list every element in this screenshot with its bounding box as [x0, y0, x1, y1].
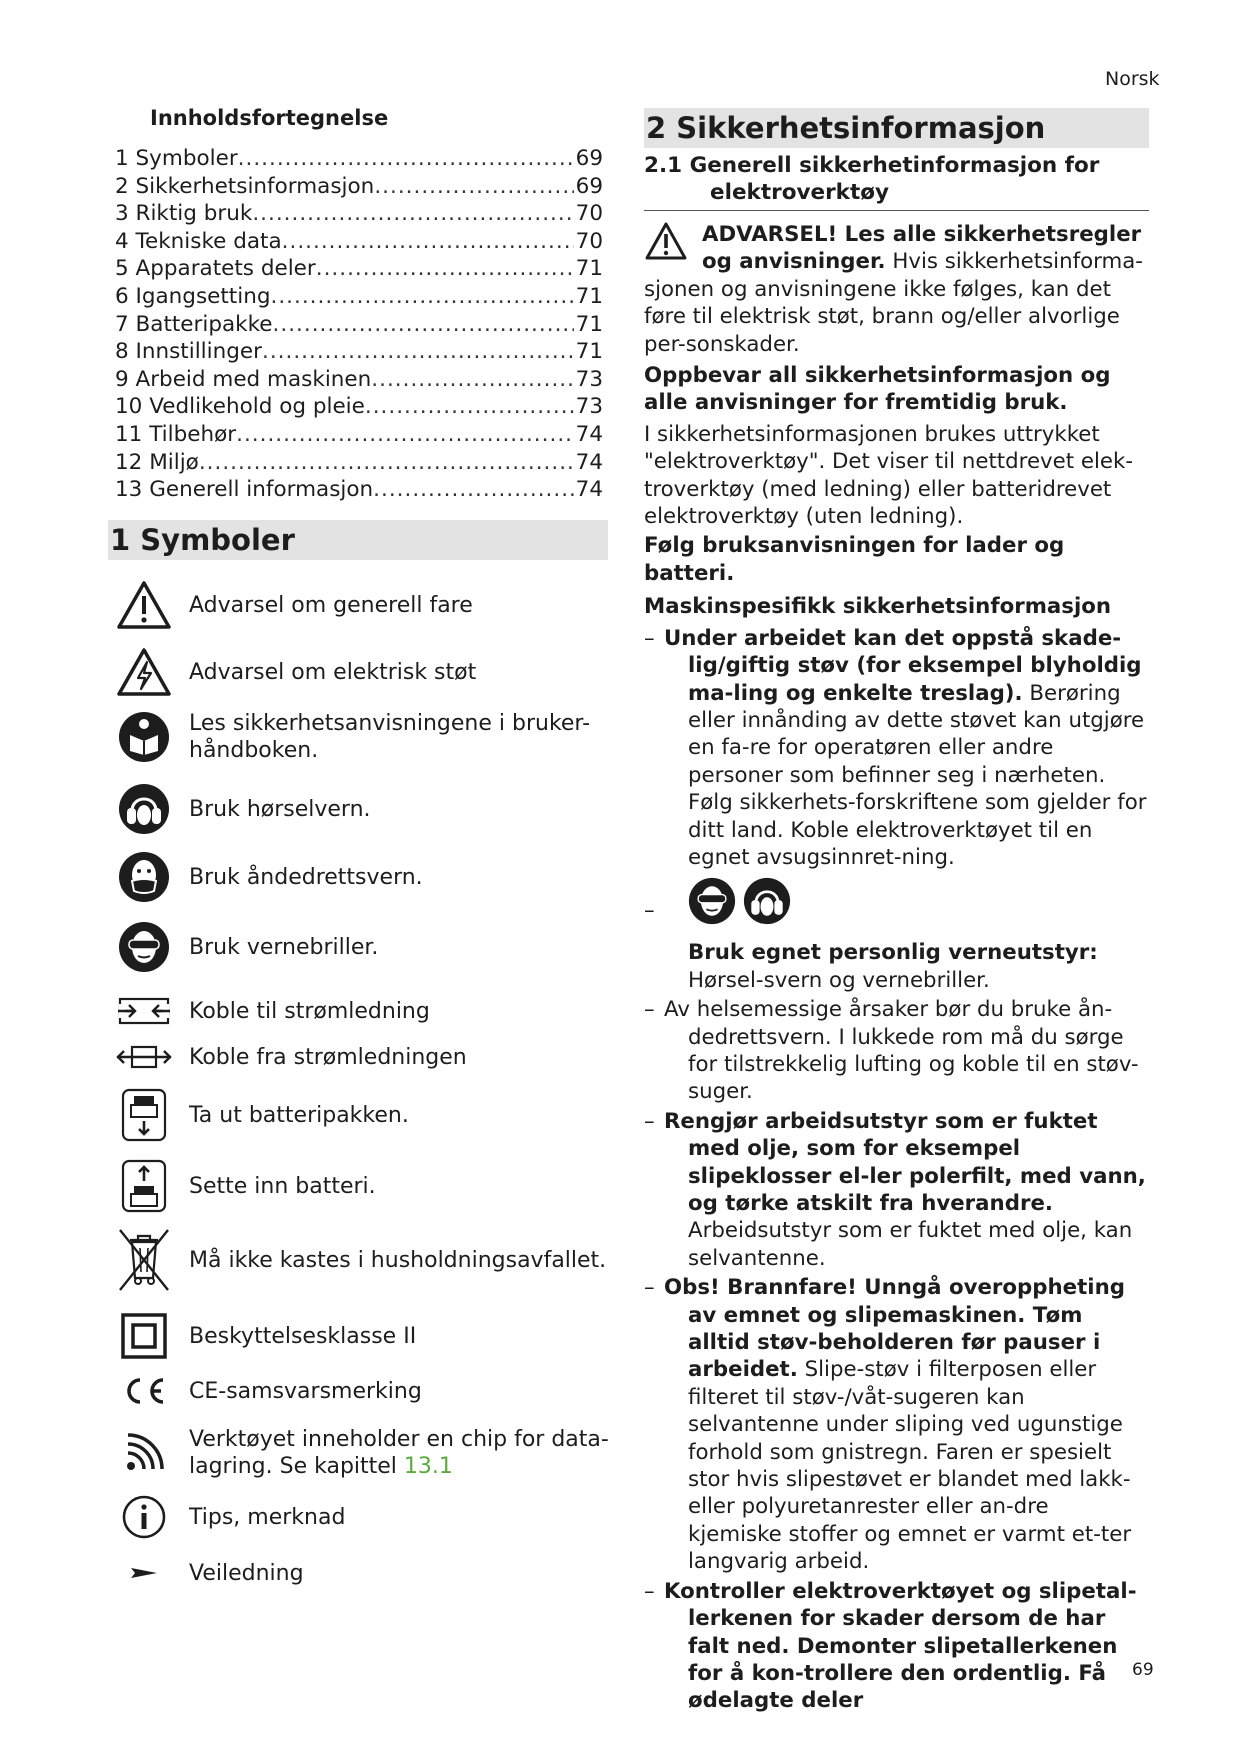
ce-mark-icon — [115, 1362, 173, 1420]
symbol-row — [115, 918, 615, 976]
symbol-text: Verktøyet inneholder en chip for data- lagring. Se kapittel 13.1 — [189, 1427, 609, 1479]
warning-triangle-icon — [644, 221, 688, 261]
toc-item[interactable] — [115, 200, 603, 228]
symbol-text: Sette inn batteri. — [189, 1173, 376, 1199]
toc-page: 71 — [575, 283, 603, 309]
symbol-text: Bruk hørselvern. — [189, 796, 371, 822]
toc-page: 74 — [575, 421, 603, 447]
hearing-protection-icon — [115, 780, 173, 838]
symbol-row — [115, 643, 615, 701]
chapter-link[interactable]: 13.1 — [403, 1454, 453, 1479]
toc-item[interactable] — [115, 228, 603, 256]
toc-item[interactable] — [115, 311, 603, 339]
warning-triangle-icon — [115, 576, 173, 634]
toc-page: 69 — [575, 146, 603, 171]
electric-shock-warning-icon — [115, 643, 173, 701]
respiratory-protection-icon — [115, 848, 173, 906]
toc-page: 73 — [575, 366, 603, 392]
battery-insert-icon — [115, 1157, 173, 1215]
read-manual-icon — [115, 708, 173, 766]
toc-item[interactable] — [115, 338, 603, 366]
toc-page: 70 — [575, 201, 603, 227]
toc-item[interactable] — [115, 145, 603, 173]
toc-page: 74 — [575, 449, 603, 475]
symbol-text: Ta ut batteripakken. — [189, 1102, 409, 1128]
toc-page: 71 — [575, 339, 603, 365]
hearing-protection-icon — [743, 877, 791, 925]
symbol-row — [115, 1157, 615, 1215]
toc-page: 71 — [575, 256, 603, 282]
warning-bold: ADVARSEL! Les alle sikkerhetsregler og anvisninger. — [702, 222, 1142, 275]
toc-label: 4 Tekniske data — [115, 228, 282, 254]
symbol-row — [115, 1544, 615, 1602]
toc-page: 71 — [575, 311, 603, 337]
toc-label: 5 Apparatets deler — [115, 256, 316, 282]
keep-info: Oppbevar all sikkerhetsinformasjon og alle anvisninger for fremtidig bruk. — [644, 363, 1111, 416]
symbol-text: Les sikkerhetsanvisningene i bruker- håndboken. — [189, 711, 591, 763]
toc-label: 10 Vedlikehold og pleie — [115, 394, 365, 420]
symbol-row — [115, 848, 615, 906]
safety-goggles-icon — [688, 877, 736, 925]
toc-item[interactable] — [115, 173, 603, 201]
symbol-text: CE-samsvarsmerking — [189, 1378, 422, 1404]
page-number: 69 — [1132, 1660, 1154, 1680]
toc-label: 2 Sikkerhetsinformasjon — [115, 173, 375, 199]
symbol-text: Beskyttelsesklasse II — [189, 1323, 417, 1349]
symbol-text: Tips, merknad — [189, 1504, 346, 1530]
toc-item[interactable] — [115, 255, 603, 283]
symbol-text: Veiledning — [189, 1560, 304, 1586]
toc-label: 7 Batteripakke — [115, 311, 273, 337]
table-of-contents — [115, 145, 603, 504]
symbol-row — [115, 1028, 615, 1086]
symbol-text: Må ikke kastes i husholdningsavfallet. — [189, 1247, 607, 1273]
safety-content — [644, 152, 1149, 1715]
safety-goggles-icon — [115, 918, 173, 976]
toc-item[interactable] — [115, 366, 603, 394]
toc-label: 3 Riktig bruk — [115, 201, 253, 227]
list-item: – Av helsemessige årsaker bør du bruke ån-dedrettsvern. I lukkede rom må du sørge for tilstrekkelig lufting og koble til en støv-suger. — [644, 997, 1139, 1105]
symbol-row — [115, 1086, 615, 1144]
toc-item[interactable] — [115, 421, 603, 449]
page-language: Norsk — [1105, 68, 1160, 90]
list-item: – Obs! Brannfare! Unngå overoppheting av emnet og slipemaskinen. Tøm alltid støv-beholderen før pauser i arbeidet. Slipe-støv i filterposen eller filteret til støv-/våt-sugeren kan selvantenne under sliping ved ugunstige forhold som gnistregn. Faren er spesielt stor hvis slipestøvet er blandet med lakk- eller polyuretanrester eller an-dre kjemiske stoffer og emnet er varmt et-ter langvarig arbeid. — [644, 1275, 1132, 1575]
toc-page: 69 — [575, 173, 603, 199]
toc-label: 1 Symboler — [115, 146, 238, 171]
battery-remove-icon — [115, 1086, 173, 1144]
symbol-text: Advarsel om generell fare — [189, 592, 473, 618]
crossed-bin-icon — [115, 1231, 173, 1289]
toc-page: 70 — [575, 228, 603, 254]
toc-label: 11 Tilbehør — [115, 421, 237, 447]
rfid-chip-icon — [115, 1424, 173, 1482]
symbol-text: Koble fra strømledningen — [189, 1044, 467, 1070]
list-item: – Bruk egnet personlig verneutstyr: Hørsel-svern og vernebriller. — [644, 877, 1149, 994]
safety-subheading: 2.1 Generell sikkerhetinformasjon for elektroverktøy — [644, 152, 1149, 211]
toc-page: 73 — [575, 394, 603, 420]
toc-item[interactable] — [115, 393, 603, 421]
term-text: I sikkerhetsinformasjonen brukes uttrykket "elektroverktøy". Det viser til nettdrevet elek-troverktøy (med ledning) eller batteridrevet elektroverktøy (uten ledning). — [644, 421, 1134, 530]
follow-manual: Følg bruksanvisningen for lader og batteri. — [644, 533, 1065, 586]
symbol-row — [115, 1307, 615, 1365]
toc-label: 8 Innstillinger — [115, 339, 262, 365]
instruction-arrow-icon — [115, 1544, 173, 1602]
toc-item[interactable] — [115, 283, 603, 311]
safety-heading: 2 Sikkerhetsinformasjon — [644, 108, 1149, 148]
symbol-text: Advarsel om elektrisk støt — [189, 659, 477, 685]
protection-class-ii-icon — [115, 1307, 173, 1365]
list-item: – Rengjør arbeidsutstyr som er fuktet med olje, som for eksempel slipeklosser el-ler polerfilt, med vann, og tørke atskilt fra hverandre. Arbeidsutstyr som er fuktet med olje, kan selvantenne. — [644, 1108, 1146, 1271]
symbol-row — [115, 1424, 615, 1482]
machine-heading: Maskinspesifikk sikkerhetsinformasjon — [644, 594, 1112, 620]
symbol-row — [115, 576, 615, 634]
info-icon — [115, 1488, 173, 1546]
toc-item[interactable] — [115, 476, 603, 504]
plug-disconnect-icon — [115, 1028, 173, 1086]
symbol-text: Bruk vernebriller. — [189, 934, 379, 960]
symbol-row — [115, 1231, 615, 1289]
symbol-text: Koble til strømledning — [189, 998, 430, 1024]
toc-label: 13 Generell informasjon — [115, 477, 374, 503]
toc-label: 9 Arbeid med maskinen — [115, 366, 372, 392]
symbol-text: Bruk åndedrettsvern. — [189, 864, 423, 890]
warning-text: Hvis sikkerhetsinforma-sjonen og anvisningene ikke følges, kan det føre til elektrisk støt, brann og/eller alvorlige per-sonskader. — [644, 249, 1143, 357]
symbol-row — [115, 1362, 615, 1420]
toc-title: Innholdsfortegnelse — [150, 106, 389, 130]
ppe-icons — [688, 877, 1149, 929]
toc-label: 6 Igangsetting — [115, 283, 271, 309]
list-item: – Kontroller elektroverktøyet og slipetal-lerkenen for skader dersom de har falt ned. Demonter slipetallerkenen for å kon-trollere den ordentlig. Få ødelagte deler — [644, 1578, 1137, 1714]
symbols-heading: 1 Symboler — [108, 520, 608, 560]
symbol-row — [115, 708, 615, 766]
warning-block — [644, 221, 1149, 358]
symbol-row — [115, 780, 615, 838]
toc-item[interactable] — [115, 449, 603, 477]
toc-label: 12 Miljø — [115, 449, 199, 475]
toc-page: 74 — [575, 477, 603, 503]
symbol-row — [115, 1488, 615, 1546]
list-item: – Under arbeidet kan det oppstå skade-lig/giftig støv (for eksempel blyholdig ma-ling og enkelte treslag). Berøring eller innånding av dette støvet kan utgjøre en fa-re for operatøren eller andre personer som befinner seg i nærheten. Følg sikkerhets-forskriftene som gjelder for ditt land. Koble elektroverktøyet til en egnet avsugsinnret-ning. — [644, 625, 1147, 870]
